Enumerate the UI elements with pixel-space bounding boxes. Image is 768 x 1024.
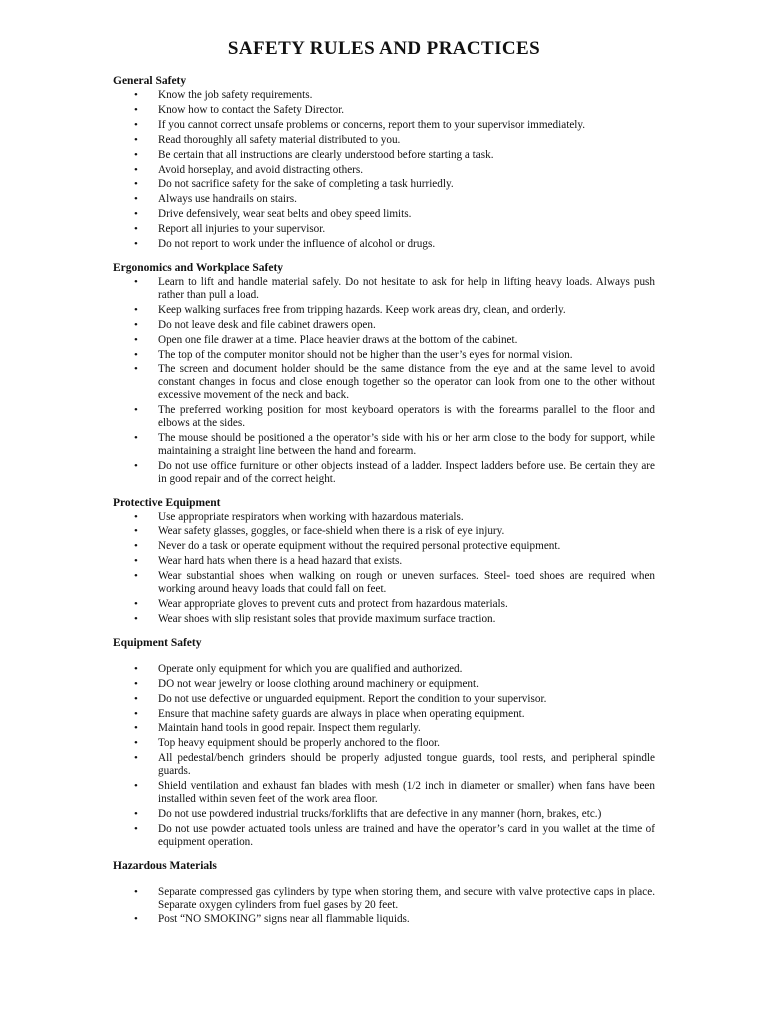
section-heading: Protective Equipment xyxy=(113,496,221,509)
section-heading: Equipment Safety xyxy=(113,636,202,649)
list-item: • Open one file drawer at a time. Place heavier draws at the bottom of the cabinet. xyxy=(113,334,655,347)
list-item: • Wear safety glasses, goggles, or face-shield when there is a risk of eye injury. xyxy=(113,525,655,538)
section-equipment-safety xyxy=(113,636,655,849)
list-item: • Do not leave desk and file cabinet drawers open. xyxy=(113,319,655,332)
list-item: • Report all injuries to your supervisor. xyxy=(113,223,655,236)
list-item: • Do not sacrifice safety for the sake of completing a task hurriedly. xyxy=(113,178,655,191)
section-heading: General Safety xyxy=(113,75,187,87)
list-item: • Drive defensively, wear seat belts and obey speed limits. xyxy=(113,208,655,221)
list-item: • Know the job safety requirements. xyxy=(113,89,655,102)
list-item: • The top of the computer monitor should not be higher than the user’s eyes for normal vision. xyxy=(113,349,655,362)
list-item: • Operate only equipment for which you are qualified and authorized. xyxy=(113,663,655,676)
list-item: • Do not report to work under the influence of alcohol or drugs. xyxy=(113,238,655,251)
list-item: • Wear shoes with slip resistant soles that provide maximum surface traction. xyxy=(113,613,655,626)
list-item: • Do not use powder actuated tools unless are trained and have the operator’s card in you wallet at the time of equipment operation. xyxy=(113,823,655,849)
list-item: • Avoid horseplay, and avoid distracting others. xyxy=(113,164,655,177)
list-item: • Wear appropriate gloves to prevent cuts and protect from hazardous materials. xyxy=(113,598,655,611)
list-item: • Top heavy equipment should be properly anchored to the floor. xyxy=(113,737,655,750)
bullet-list xyxy=(113,89,655,251)
list-item: • Maintain hand tools in good repair. Inspect them regularly. xyxy=(113,722,655,735)
list-item: • Separate compressed gas cylinders by type when storing them, and secure with valve protective caps in place. Separate oxygen cylinders from fuel gases by 20 feet. xyxy=(113,886,655,912)
list-item: • Never do a task or operate equipment without the required personal protective equipment. xyxy=(113,540,655,553)
section-protective-equipment xyxy=(113,496,655,626)
list-item: • Wear substantial shoes when walking on rough or uneven surfaces. Steel- toed shoes are required when working around heavy loads that could fall on feet. xyxy=(113,570,655,596)
list-item: • Keep walking surfaces free from tripping hazards. Keep work areas dry, clean, and orderly. xyxy=(113,304,655,317)
list-item: • Be certain that all instructions are clearly understood before starting a task. xyxy=(113,149,655,162)
list-item: • The preferred working position for most keyboard operators is with the forearms parallel to the floor and elbows at the sides. xyxy=(113,404,655,430)
list-item: • Do not use powdered industrial trucks/forklifts that are defective in any manner (horn, brakes, etc.) xyxy=(113,808,655,821)
list-item: • Do not use office furniture or other objects instead of a ladder. Inspect ladders before use. Be certain they are in good repair and of the correct height. xyxy=(113,460,655,486)
list-item: • All pedestal/bench grinders should be properly adjusted tongue guards, tool rests, and peripheral spindle guards. xyxy=(113,752,655,778)
list-item: • Know how to contact the Safety Director. xyxy=(113,104,655,117)
section-general-safety xyxy=(113,74,655,251)
list-item: • Read thoroughly all safety material distributed to you. xyxy=(113,134,655,147)
list-item: • Shield ventilation and exhaust fan blades with mesh (1/2 inch in diameter or smaller) when fans have been installed within seven feet of the work area floor. xyxy=(113,780,655,806)
list-item: • Use appropriate respirators when working with hazardous materials. xyxy=(113,511,655,524)
list-item: • Ensure that machine safety guards are always in place when operating equipment. xyxy=(113,708,655,721)
bullet-list xyxy=(113,663,655,849)
list-item: • Always use handrails on stairs. xyxy=(113,193,655,206)
section-hazardous-materials xyxy=(113,859,655,927)
list-item: • If you cannot correct unsafe problems or concerns, report them to your supervisor immediately. xyxy=(113,119,655,132)
list-item: • Do not use defective or unguarded equipment. Report the condition to your supervisor. xyxy=(113,693,655,706)
list-item: • DO not wear jewelry or loose clothing around machinery or equipment. xyxy=(113,678,655,691)
bullet-list xyxy=(113,886,655,927)
list-item: • The mouse should be positioned a the operator’s side with his or her arm close to the body for support, while maintaining a straight line between the hand and forearm. xyxy=(113,432,655,458)
bullet-list xyxy=(113,511,655,626)
section-heading: Hazardous Materials xyxy=(113,859,217,872)
section-ergonomics xyxy=(113,261,655,486)
list-item: • Post “NO SMOKING” signs near all flammable liquids. xyxy=(113,913,655,926)
bullet-list xyxy=(113,276,655,486)
list-item: • Wear hard hats when there is a head hazard that exists. xyxy=(113,555,655,568)
list-item: • Learn to lift and handle material safely. Do not hesitate to ask for help in lifting heavy loads. Always push rather than pull a load. xyxy=(113,276,655,302)
list-item: • The screen and document holder should be the same distance from the eye and at the same level to avoid constant changes in focus and close enough together so the operator can look from one to the other without excessive movement of the neck and back. xyxy=(113,363,655,402)
section-heading: Ergonomics and Workplace Safety xyxy=(113,261,284,274)
document-title: SAFETY RULES AND PRACTICES xyxy=(227,38,541,59)
